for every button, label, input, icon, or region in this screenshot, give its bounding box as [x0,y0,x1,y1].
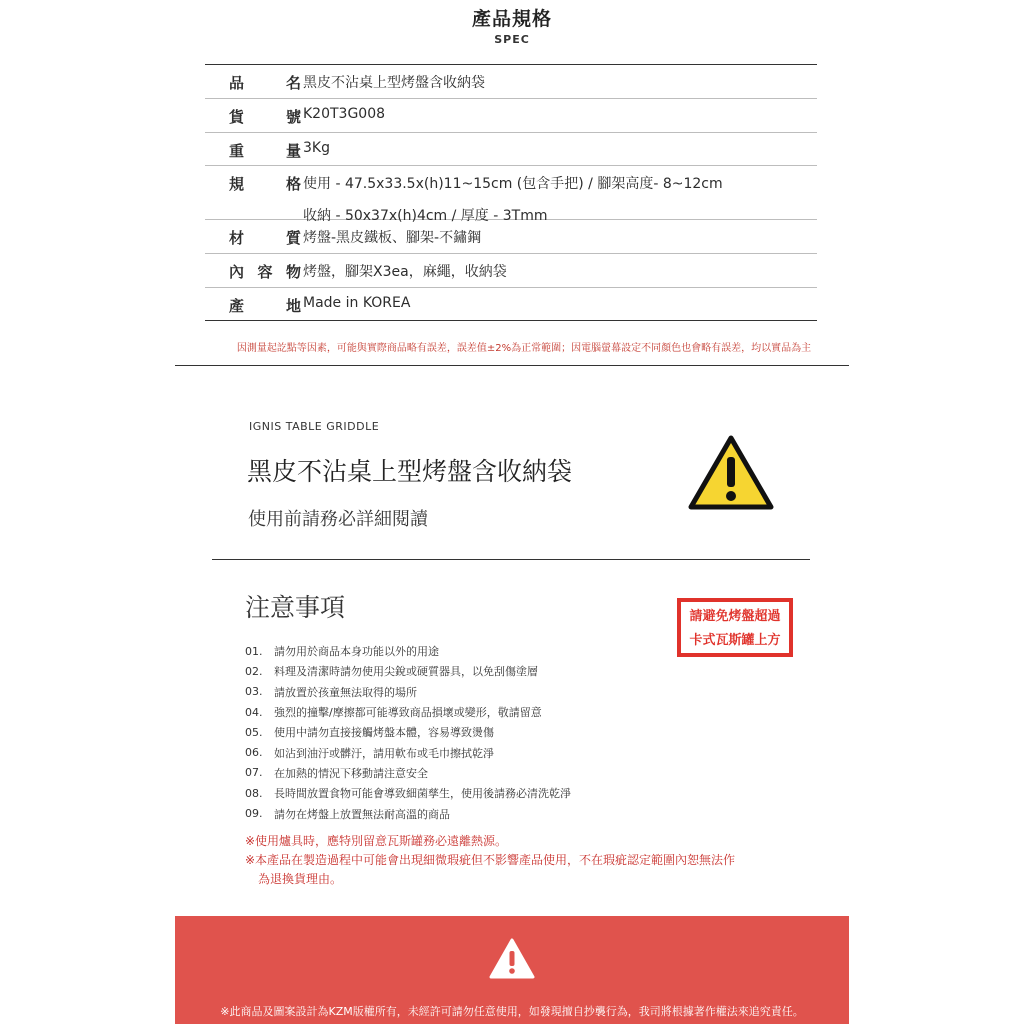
section-divider [212,559,810,560]
spec-table [205,64,817,321]
spec-row-origin [205,288,817,321]
spec-value: 黑皮不沾桌上型烤盤含收納袋 [303,75,485,91]
caution-list [245,641,571,824]
spec-row-contents [205,254,817,288]
warning-triangle-icon [489,938,535,980]
spec-row-sku [205,99,817,133]
spec-label: 品名 [229,74,301,92]
warning-triangle-icon [687,433,775,513]
list-item [245,722,571,742]
list-item [245,682,571,702]
list-item [245,702,571,722]
caution-title: 注意事項 [245,593,346,622]
spec-label: 規格 [229,175,301,193]
list-item [245,742,571,762]
list-item [245,763,571,783]
item-text: 料理及清潔時請勿使用尖銳或硬質器具，以免刮傷塗層 [274,665,538,679]
warning-box-line: 請避免烤盤超過 [689,609,781,624]
product-subtitle: 使用前請務必詳細閱讀 [248,509,428,530]
spec-value: Made in KOREA [303,295,411,311]
spec-value: 烤盤-黑皮鐵板、腳架-不鏽鋼 [303,230,482,246]
spec-label: 重量 [229,142,301,160]
spec-row-material [205,220,817,254]
spec-value: 使用 - 47.5x33.5x(h)11~15cm (包含手把) / 腳架高度- 8~12cm [303,176,723,192]
product-title: 黑皮不沾桌上型烤盤含收納袋 [247,457,573,486]
spec-value: K20T3G008 [303,106,386,122]
item-text: 在加熱的情況下移動請注意安全 [274,766,428,780]
spec-row-name [205,65,817,99]
item-text: 長時間放置食物可能會導致細菌孳生，使用後請務必清洗乾淨 [274,787,571,801]
warning-note: ※使用爐具時，應特別留意瓦斯罐務必遠離熱源。 [245,834,508,848]
item-number: 09. [245,807,263,821]
spec-value: 收納 - 50x37x(h)4cm / 厚度 - 3Tmm [303,208,548,224]
item-text: 請勿用於商品本身功能以外的用途 [274,645,439,659]
spec-label: 材質 [229,229,301,247]
warning-note: 為退換貨理由。 [258,872,343,886]
section-divider [175,365,849,366]
item-number: 04. [245,705,263,719]
item-number: 05. [245,725,263,739]
spec-label: 產地 [229,297,301,315]
item-number: 06. [245,746,263,760]
gas-can-warning-box [677,598,793,657]
spec-value: 3Kg [303,140,330,156]
item-number: 07. [245,766,263,780]
list-item [245,803,571,823]
warning-box-line: 卡式瓦斯罐上方 [689,633,781,648]
item-number: 08. [245,786,263,800]
item-number: 03. [245,685,263,699]
item-text: 強烈的撞擊/摩擦都可能導致商品損壞或變形，敬請留意 [274,706,542,720]
item-number: 01. [245,644,263,658]
brand-name: IGNIS TABLE GRIDDLE [249,420,380,433]
item-text: 請勿在烤盤上放置無法耐高溫的商品 [274,807,450,821]
item-text: 請放置於孩童無法取得的場所 [274,685,417,699]
list-item [245,783,571,803]
item-text: 使用中請勿直接接觸烤盤本體，容易導致燙傷 [274,726,494,740]
list-item [245,641,571,661]
item-number: 02. [245,664,263,678]
spec-subtitle: SPEC [494,33,530,46]
spec-value: 烤盤，腳架X3ea，麻繩，收納袋 [303,264,507,280]
measurement-note: 因測量起訖點等因素，可能與實際商品略有誤差，誤差值±2%為正常範圍；因電腦螢幕設定不同顏色也會略有誤差，均以實品為主 [236,343,812,354]
item-text: 如沾到油汙或髒汙，請用軟布或毛巾擦拭乾淨 [274,746,494,760]
spec-title: 產品規格 [471,8,552,30]
warning-notes [245,832,735,889]
spec-row-dimensions [205,166,817,224]
warning-note: ※本產品在製造過程中可能會出現細微瑕疵但不影響產品使用，不在瑕疵認定範圍內恕無法作 [245,853,736,867]
copyright-text: ※此商品及圖案設計為KZM版權所有，未經許可請勿任意使用，如發現擅自抄襲行為，我司將根據著作權法來追究責任。 [220,1005,804,1018]
list-item [245,661,571,681]
spec-label: 貨號 [229,108,301,126]
spec-label: 內容物 [229,263,301,281]
spec-row-weight [205,133,817,166]
